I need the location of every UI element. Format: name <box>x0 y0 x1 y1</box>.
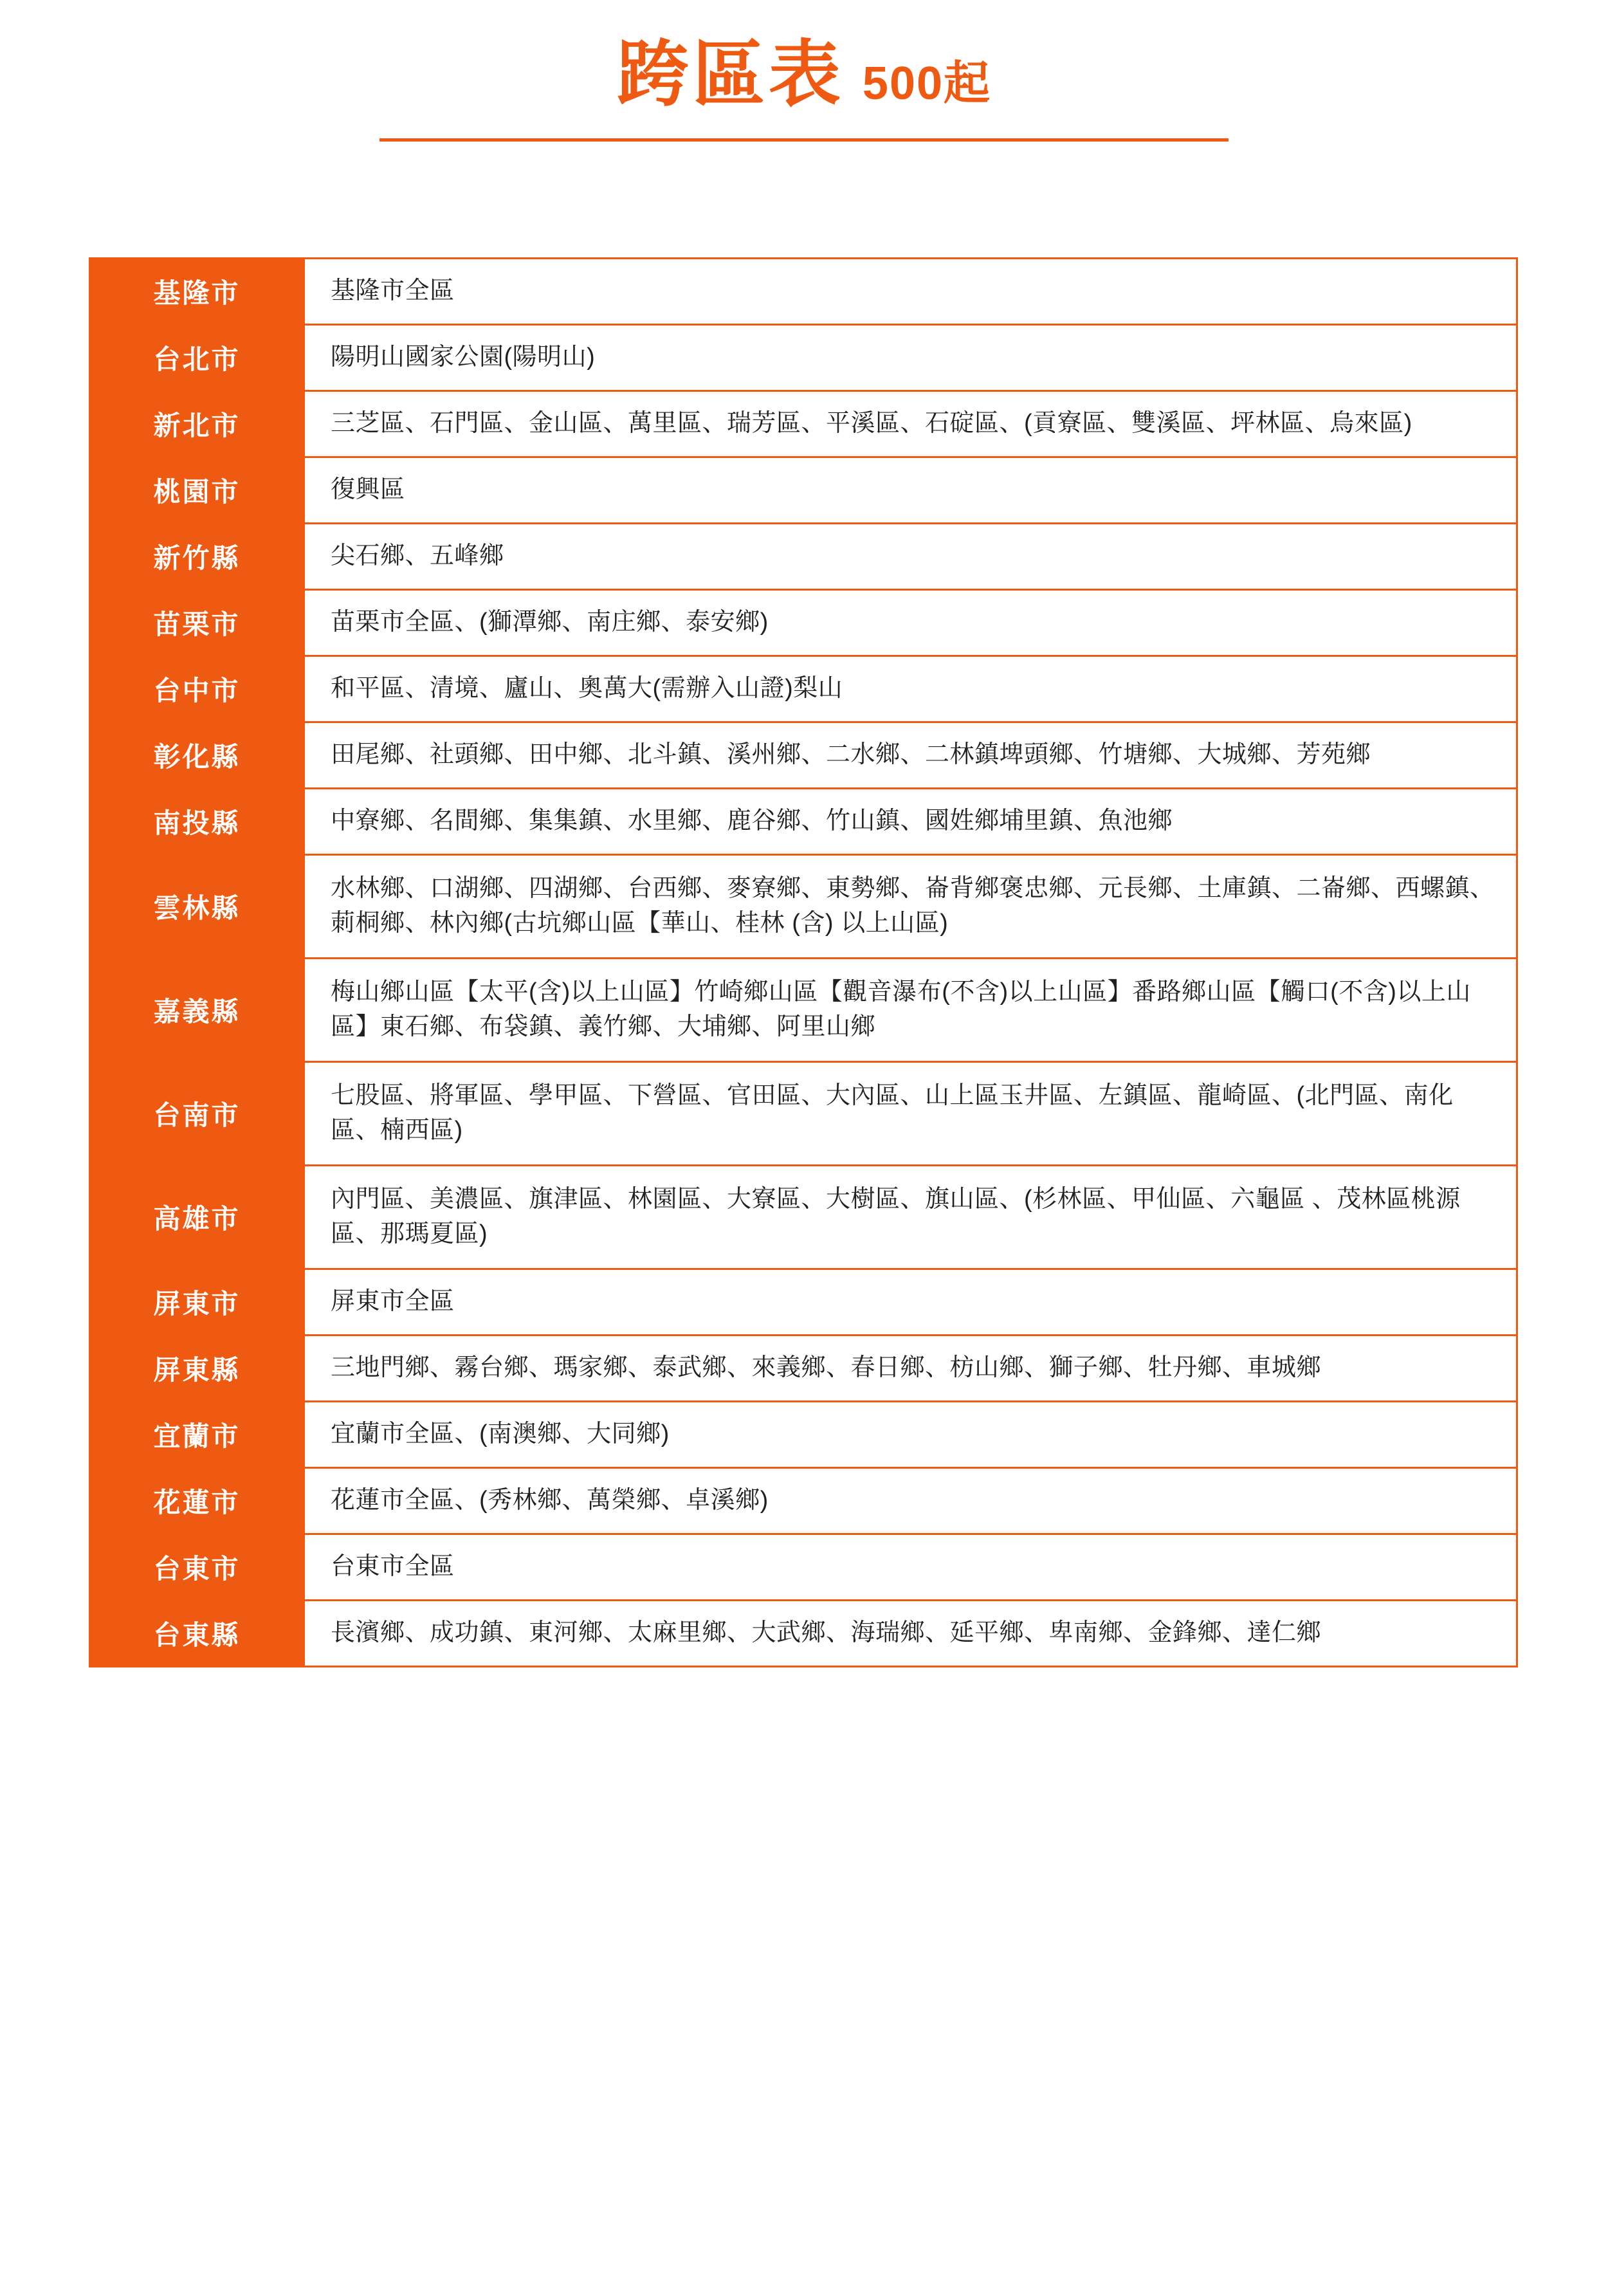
table-row <box>91 1270 1516 1336</box>
region-detail-cell <box>303 591 1516 655</box>
region-detail-cell <box>303 1535 1516 1599</box>
region-detail-text: 復興區 <box>331 476 405 504</box>
table-row <box>91 524 1516 591</box>
region-detail-text: 田尾鄉、社頭鄉、田中鄉、北斗鎮、溪州鄉、二水鄉、二林鎮埤頭鄉、竹塘鄉、大城鄉、芳苑鄉 <box>331 741 1371 769</box>
region-detail-cell <box>303 259 1516 324</box>
region-detail-cell <box>303 1601 1516 1666</box>
region-detail-cell <box>303 657 1516 721</box>
region-name-cell: 台南市 <box>91 1063 303 1164</box>
page-subtitle: 500起 <box>862 58 992 109</box>
region-detail-cell <box>303 458 1516 522</box>
region-detail-text: 陽明山國家公園(陽明山) <box>331 344 596 371</box>
table-row <box>91 259 1516 326</box>
region-detail-text: 三地門鄉、霧台鄉、瑪家鄉、泰武鄉、來義鄉、春日鄉、枋山鄉、獅子鄉、牡丹鄉、車城鄉 <box>331 1354 1322 1382</box>
region-name-cell: 台中市 <box>91 657 303 721</box>
table-row <box>91 1336 1516 1402</box>
region-name-cell: 花蓮市 <box>91 1469 303 1533</box>
region-detail-cell <box>303 1166 1516 1268</box>
region-detail-text: 長濱鄉、成功鎮、東河鄉、太麻里鄉、大武鄉、海瑞鄉、延平鄉、卑南鄉、金鋒鄉、達仁鄉 <box>331 1619 1322 1647</box>
region-detail-cell <box>303 1270 1516 1334</box>
region-name-cell: 彰化縣 <box>91 723 303 787</box>
table-row <box>91 1601 1516 1666</box>
table-row <box>91 1166 1516 1270</box>
region-detail-cell <box>303 326 1516 390</box>
page-title: 跨區表 <box>616 34 845 115</box>
region-name-cell: 雲林縣 <box>91 856 303 957</box>
region-detail-text: 尖石鄉、五峰鄉 <box>331 542 504 570</box>
table-row <box>91 392 1516 458</box>
table-row <box>91 723 1516 789</box>
region-detail-cell <box>303 1469 1516 1533</box>
region-name-cell: 新竹縣 <box>91 524 303 589</box>
title-row <box>0 35 1608 114</box>
region-detail-cell <box>303 856 1516 957</box>
region-name-cell: 南投縣 <box>91 789 303 854</box>
region-detail-text: 苗栗市全區、(獅潭鄉、南庄鄉、泰安鄉) <box>331 609 769 636</box>
region-detail-text: 屏東市全區 <box>331 1288 455 1316</box>
table-row <box>91 856 1516 959</box>
zone-table <box>89 257 1518 1667</box>
table-row <box>91 591 1516 657</box>
table-row <box>91 959 1516 1063</box>
region-name-cell: 屏東市 <box>91 1270 303 1334</box>
region-name-cell: 桃園市 <box>91 458 303 522</box>
region-name-cell: 嘉義縣 <box>91 959 303 1061</box>
table-row <box>91 458 1516 524</box>
table-row <box>91 1535 1516 1601</box>
region-detail-cell <box>303 392 1516 456</box>
title-divider <box>379 138 1229 142</box>
region-detail-cell <box>303 524 1516 589</box>
region-detail-text: 中寮鄉、名間鄉、集集鎮、水里鄉、鹿谷鄉、竹山鎮、國姓鄉埔里鎮、魚池鄉 <box>331 807 1173 835</box>
region-name-cell: 高雄市 <box>91 1166 303 1268</box>
region-detail-text: 七股區、將軍區、學甲區、下營區、官田區、大內區、山上區玉井區、左鎮區、龍崎區、(北門區、南化區、楠西區) <box>331 1082 1454 1144</box>
table-row <box>91 789 1516 856</box>
region-name-cell: 宜蘭市 <box>91 1402 303 1467</box>
region-detail-text: 花蓮市全區、(秀林鄉、萬榮鄉、卓溪鄉) <box>331 1487 769 1514</box>
table-row <box>91 1402 1516 1469</box>
table-row <box>91 1469 1516 1535</box>
region-name-cell: 新北市 <box>91 392 303 456</box>
region-name-cell: 台東市 <box>91 1535 303 1599</box>
region-detail-text: 和平區、清境、廬山、奧萬大(需辦入山證)梨山 <box>331 675 843 703</box>
table-row <box>91 326 1516 392</box>
region-detail-cell <box>303 723 1516 787</box>
region-detail-cell <box>303 1402 1516 1467</box>
region-detail-text: 宜蘭市全區、(南澳鄉、大同鄉) <box>331 1420 670 1448</box>
region-detail-text: 基隆市全區 <box>331 277 455 305</box>
region-name-cell: 台東縣 <box>91 1601 303 1666</box>
region-detail-cell <box>303 1336 1516 1401</box>
table-row <box>91 657 1516 723</box>
region-detail-cell <box>303 1063 1516 1164</box>
region-detail-cell <box>303 789 1516 854</box>
region-name-cell: 苗栗市 <box>91 591 303 655</box>
region-detail-text: 內門區、美濃區、旗津區、林園區、大寮區、大樹區、旗山區、(杉林區、甲仙區、六龜區 、茂林區桃源區、那瑪夏區) <box>331 1186 1461 1247</box>
document-header <box>0 0 1608 142</box>
table-row <box>91 1063 1516 1166</box>
region-detail-text: 水林鄉、口湖鄉、四湖鄉、台西鄉、麥寮鄉、東勢鄉、崙背鄉褒忠鄉、元長鄉、土庫鎮、二崙鄉、西螺鎮、莿桐鄉、林內鄉(古坑鄉山區【華山、桂林 (含) 以上山區) <box>331 875 1495 937</box>
region-name-cell: 台北市 <box>91 326 303 390</box>
region-detail-text: 台東市全區 <box>331 1553 455 1581</box>
region-detail-text: 三芝區、石門區、金山區、萬里區、瑞芳區、平溪區、石碇區、(貢寮區、雙溪區、坪林區、烏來區) <box>331 410 1412 437</box>
region-detail-cell <box>303 959 1516 1061</box>
region-detail-text: 梅山鄉山區【太平(含)以上山區】竹崎鄉山區【觀音瀑布(不含)以上山區】番路鄉山區【觸口(不含)以上山區】東石鄉、布袋鎮、義竹鄉、大埔鄉、阿里山鄉 <box>331 978 1471 1040</box>
region-name-cell: 基隆市 <box>91 259 303 324</box>
region-name-cell: 屏東縣 <box>91 1336 303 1401</box>
